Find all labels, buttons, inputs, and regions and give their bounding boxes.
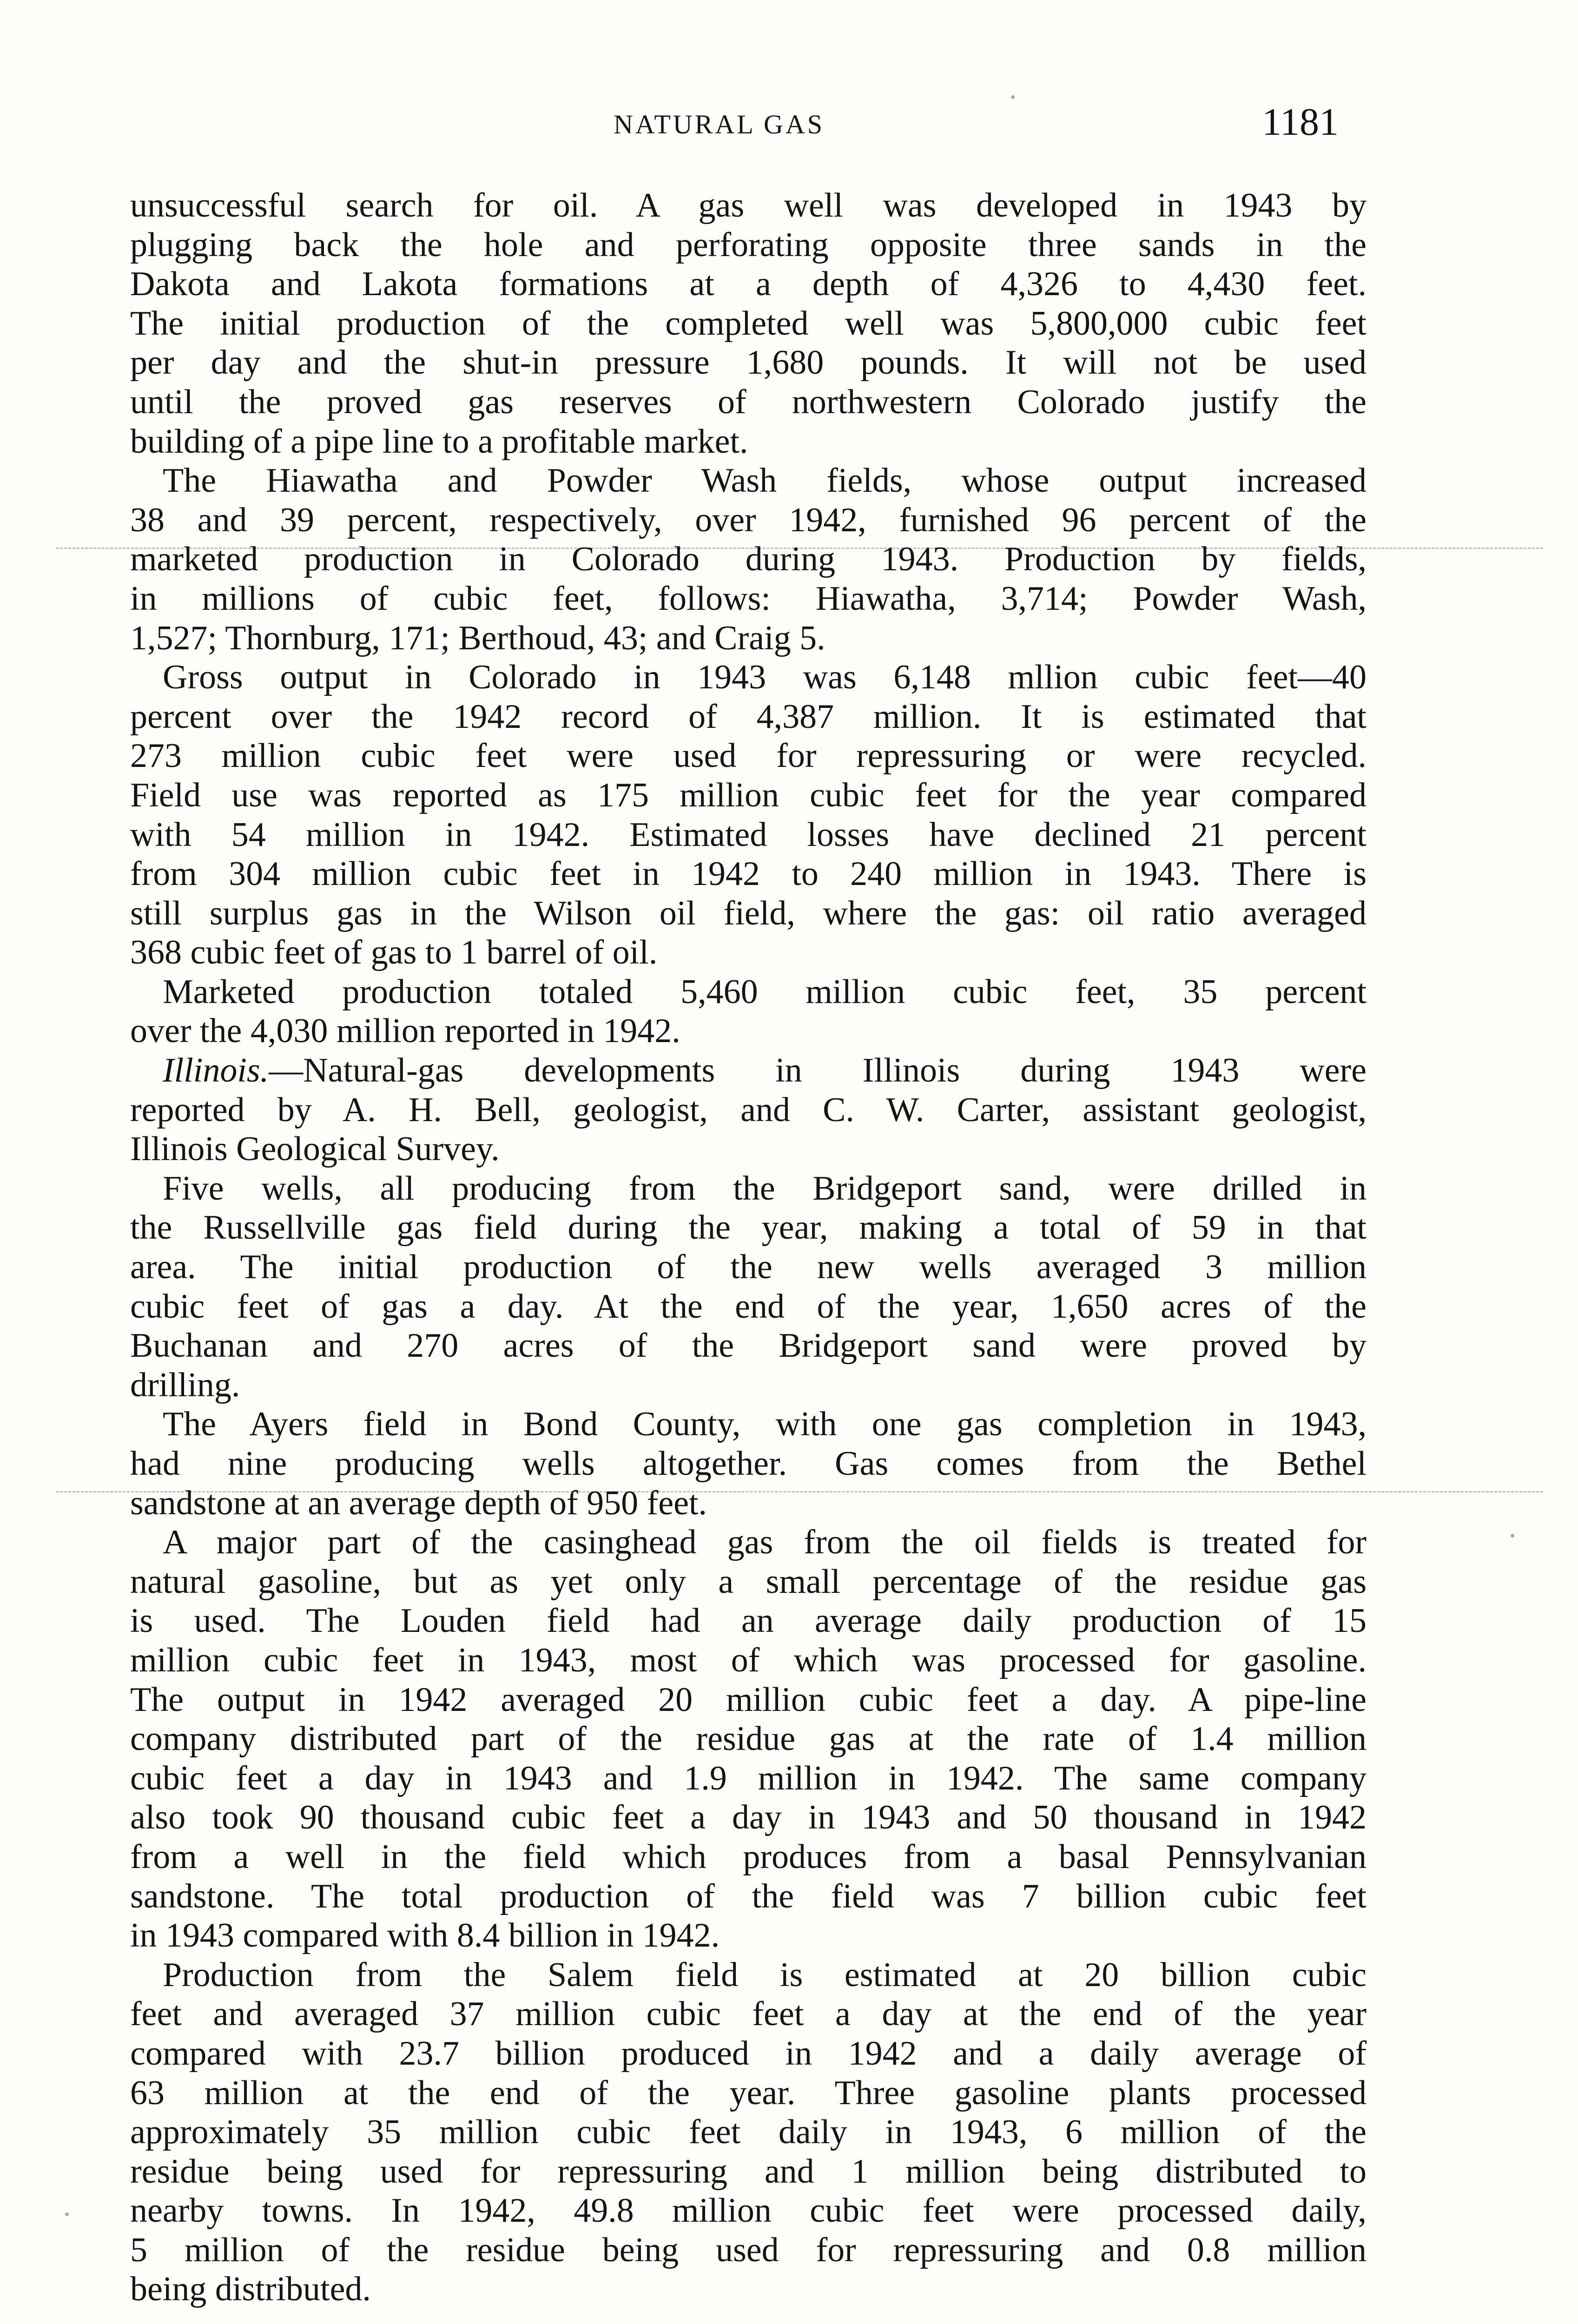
text-line: approximately 35 million cubic feet daily in 1943, 6 million of the (130, 2113, 1367, 2152)
text-line: The initial production of the completed well was 5,800,000 cubic feet (130, 304, 1367, 343)
state-heading: Illinois. (163, 1051, 269, 1090)
text-line: The Ayers field in Bond County, with one gas completion in 1943, (163, 1405, 1367, 1444)
page-header (130, 98, 1367, 149)
text-line: is used. The Louden field had an average daily production of 15 (130, 1602, 1367, 1640)
text-line: sandstone. The total production of the field was 7 billion cubic feet (130, 1877, 1367, 1915)
text-line: natural gasoline, but as yet only a small percentage of the residue gas (130, 1562, 1367, 1601)
text-line: over the 4,030 million reported in 1942. (130, 1012, 680, 1050)
text-line: sandstone at an average depth of 950 feet. (130, 1484, 707, 1522)
text-line: until the proved gas reserves of northwestern Colorado justify the (130, 383, 1367, 421)
text-line: million cubic feet in 1943, most of which was processed for gasoline. (130, 1641, 1367, 1679)
text-line: Buchanan and 270 acres of the Bridgeport sand were proved by (130, 1327, 1367, 1365)
text-line: cubic feet of gas a day. At the end of the year, 1,650 acres of the (130, 1287, 1367, 1326)
text-line: also took 90 thousand cubic feet a day in 1943 and 50 thousand in 1942 (130, 1798, 1367, 1837)
text-line: Production from the Salem field is estimated at 20 billion cubic (163, 1955, 1367, 1994)
text-line: had nine producing wells altogether. Gas comes from the Bethel (130, 1445, 1367, 1483)
text-line: marketed production in Colorado during 1943. Production by fields, (130, 540, 1367, 579)
text-line: 1,527; Thornburg, 171; Berthoud, 43; and Craig 5. (130, 619, 825, 657)
text-line: cubic feet a day in 1943 and 1.9 million in 1942. The same company (130, 1759, 1367, 1797)
text-line: Field use was reported as 175 million cubic feet for the year compared (130, 776, 1367, 814)
text-line: drilling. (130, 1366, 240, 1404)
text-line: The output in 1942 averaged 20 million cubic feet a day. A pipe-line (130, 1680, 1367, 1719)
text-line: from a well in the field which produces from a basal Pennsylvanian (130, 1837, 1367, 1876)
body-text (130, 186, 1367, 2309)
section-lead-illinois: Illinois.—Natural-gas developments in Illinois during 1943 were (163, 1051, 1367, 1090)
text-line: the Russellville gas field during the year, making a total of 59 in that (130, 1208, 1367, 1247)
scan-speck (1011, 95, 1015, 99)
text-line: 368 cubic feet of gas to 1 barrel of oil. (130, 933, 658, 972)
text-line: with 54 million in 1942. Estimated losses have declined 21 percent (130, 815, 1367, 854)
text-line: 273 million cubic feet were used for repressuring or were recycled. (130, 737, 1367, 775)
text-line: compared with 23.7 billion produced in 1942 and a daily average of (130, 2034, 1367, 2073)
text-line: Gross output in Colorado in 1943 was 6,148 mllion cubic feet—40 (163, 658, 1367, 697)
text-line: company distributed part of the residue gas at the rate of 1.4 million (130, 1720, 1367, 1758)
text-line: area. The initial production of the new wells averaged 3 million (130, 1248, 1367, 1287)
text-line: in millions of cubic feet, follows: Hiawatha, 3,714; Powder Wash, (130, 579, 1367, 618)
text-line: in 1943 compared with 8.4 billion in 1942. (130, 1916, 720, 1955)
text-line: feet and averaged 37 million cubic feet a day at the end of the year (130, 1995, 1367, 2034)
text-line: Dakota and Lakota formations at a depth of 4,326 to 4,430 feet. (130, 265, 1367, 304)
text-line: Marketed production totaled 5,460 million cubic feet, 35 percent (163, 972, 1367, 1011)
text-line: percent over the 1942 record of 4,387 million. It is estimated that (130, 697, 1367, 736)
text-line: 38 and 39 percent, respectively, over 1942, furnished 96 percent of the (130, 501, 1367, 539)
scan-speck (65, 2212, 69, 2216)
text-line: per day and the shut-in pressure 1,680 pounds. It will not be used (130, 343, 1367, 382)
page-number: 1181 (1262, 100, 1339, 144)
text-line: 63 million at the end of the year. Three gasoline plants processed (130, 2073, 1367, 2112)
text-line: building of a pipe line to a profitable market. (130, 422, 748, 461)
text-line: plugging back the hole and perforating opposite three sands in the (130, 225, 1367, 264)
text-line: reported by A. H. Bell, geologist, and C. W. Carter, assistant geologist, (130, 1090, 1367, 1129)
text-line: nearby towns. In 1942, 49.8 million cubic feet were processed daily, (130, 2192, 1367, 2230)
text-line: from 304 million cubic feet in 1942 to 240 million in 1943. There is (130, 855, 1367, 893)
text-line: being distributed. (130, 2270, 371, 2309)
text-line: Illinois Geological Survey. (130, 1130, 500, 1169)
text-line: unsuccessful search for oil. A gas well was developed in 1943 by (130, 186, 1367, 224)
text-line: Five wells, all producing from the Bridgeport sand, were drilled in (163, 1169, 1367, 1208)
text-line: A major part of the casinghead gas from the oil fields is treated for (163, 1523, 1367, 1562)
text-line: The Hiawatha and Powder Wash fields, whose output increased (163, 462, 1367, 500)
scan-speck (1511, 1534, 1514, 1538)
running-head: NATURAL GAS (614, 109, 825, 139)
text-line: 5 million of the residue being used for repressuring and 0.8 million (130, 2231, 1367, 2269)
text-line: residue being used for repressuring and 1 million being distributed to (130, 2152, 1367, 2191)
text-line: still surplus gas in the Wilson oil field, where the gas: oil ratio averaged (130, 894, 1367, 932)
